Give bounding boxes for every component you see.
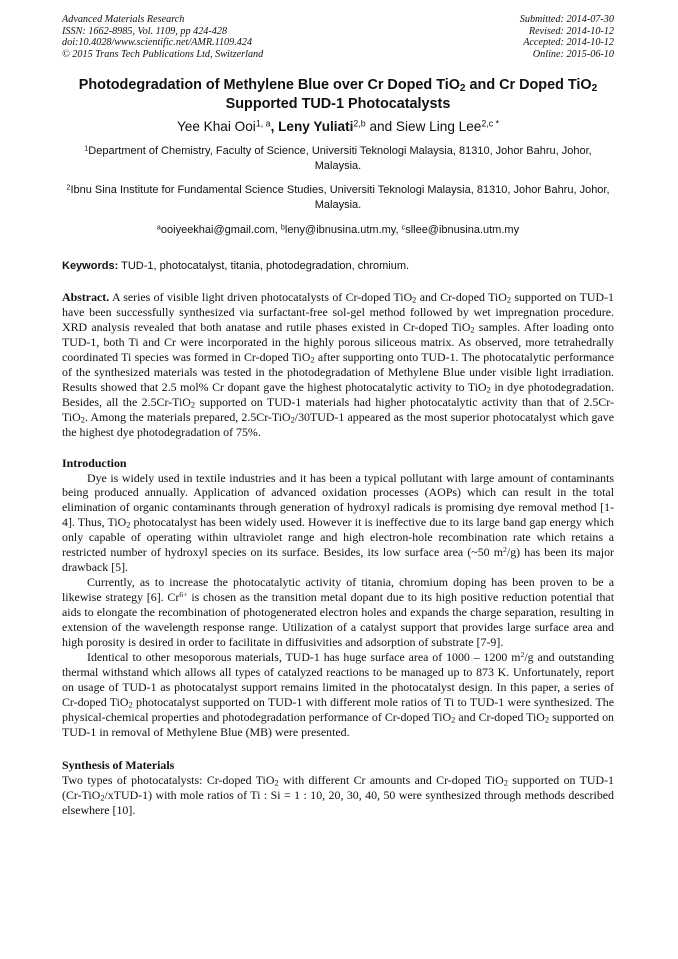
subscript: 2 (290, 415, 295, 425)
journal-name: Advanced Materials Research (62, 14, 185, 25)
paper-page (62, 14, 614, 818)
author-affil-mark: 2,b (353, 118, 366, 129)
keywords-text: TUD-1, photocatalyst, titania, photodegradation, chromium. (118, 260, 410, 272)
subscript: 2 (486, 385, 491, 395)
email-link[interactable]: leny@ibnusina.utm.my, (284, 224, 402, 236)
submission-dates (520, 14, 614, 60)
email-mark: c (401, 223, 406, 232)
journal-header (62, 14, 614, 60)
abstract (62, 290, 614, 440)
superscript: 2 (520, 650, 525, 660)
abstract-text: and Cr-doped TiO (416, 290, 507, 304)
subscript: 2 (506, 295, 511, 305)
affiliation-1 (62, 144, 614, 173)
subscript: 2 (274, 778, 279, 788)
abstract-text: supported on TUD-1 have been successfully synthesized via surfactant-free sol-gel method followed by wet impregnation procedure. XRD analysis revealed that both anatase and rutile phases existed in Cr-doped TiO (62, 290, 614, 334)
abstract-text: supported on TUD-1 materials had higher photocatalytic activity than that of 2.5Cr-TiO (62, 394, 614, 424)
body-text: Currently, as to increase the photocatalytic activity of titania, chromium doping has been proven to be a likewise strategy [6]. Cr (62, 575, 614, 605)
intro-paragraph-1 (62, 471, 614, 576)
body-text: Dye is widely used in textile industries and it has been a typical pollutant with large amount of contaminants being produced annually. Application of advanced oxidation processes (AOPs) which can result in the total elimination of organic contaminants through generation of hydroxyl radicals is promising dye removal method [1-4]. Thus, TiO (62, 470, 614, 530)
subscript: 2 (503, 778, 508, 788)
body-text: supported on TUD-1 in removal of Methylene Blue (MB) were presented. (62, 709, 614, 739)
subscript: 2 (190, 400, 196, 410)
affil-number: 2 (66, 183, 71, 192)
synthesis-heading: Synthesis of Materials (62, 757, 175, 772)
keywords (62, 259, 614, 273)
body-text: is chosen as the transition metal dopant due to its high positive reduction potential that aids to elongate the recombination of photogenerated electron holes and expands the charge separation, resulting in extension of the wavelength response range. Utilization of a catalyst support that provides large surface area and high porosity is desired in order to facilitate in diffusivities and adsorption of substrate [7-9]. (62, 590, 614, 650)
subscript: 2 (412, 295, 417, 305)
doi-line[interactable]: doi:10.4028/www.scientific.net/AMR.1109.424 (62, 37, 253, 49)
body-text: /xTUD-1) with mole ratios of Ti : Si = 1 : 10, 20, 30, 40, 50 were synthesized through methods described elsewhere [10]. (62, 787, 614, 817)
intro-paragraph-2 (62, 575, 614, 650)
author-affil-mark: 2,c * (481, 118, 500, 129)
affil-number: 1 (84, 144, 89, 153)
subscript: 2 (80, 415, 85, 425)
affil-text: Ibnu Sina Institute for Fundamental Science Studies, Universiti Teknologi Malaysia, 81310, Johor Bahru, Johor, Malaysia. (70, 184, 610, 211)
abstract-text: in dye photodegradation. Besides, all the 2.5Cr-TiO (62, 379, 614, 409)
email-link[interactable]: ooiyeekhai@gmail.com, (160, 224, 281, 236)
body-text: /g and outstanding thermal withstand which allows all types of catalyzed reactions to be managed up to 873 K. Unfortunately, report on usage of TUD-1 as photocatalyst support remains limited in the photocatalyst design. In this paper, a series of Cr-doped TiO (62, 649, 614, 709)
title-part: Photodegradation of Methylene Blue over Cr Doped TiO (78, 77, 460, 94)
subscript: 2 (544, 715, 550, 725)
author-name: , Leny Yuliati (270, 119, 354, 135)
body-text: and Cr-doped TiO (455, 709, 545, 724)
abstract-text: A series of visible light driven photocatalysts of Cr-doped TiO (109, 290, 413, 304)
issn-line: ISSN: 1662-8985, Vol. 1109, pp 424-428 (62, 25, 228, 37)
body-text: with different Cr amounts and Cr-doped TiO (278, 772, 504, 787)
subscript: 2 (470, 325, 475, 335)
superscript: 6+ (179, 590, 188, 600)
online-date: Online: 2015-06-10 (532, 48, 614, 60)
author-name: Yee Khai Ooi (176, 119, 256, 135)
body-text: photocatalyst supported on TUD-1 with different mole ratios of Ti to TUD-1 were synthesized. The physical-chemical properties and photodegradation performance of Cr-doped TiO (62, 694, 614, 724)
subscript: 2 (100, 793, 105, 803)
abstract-text: /30TUD-1 appeared as the most superior photocatalyst which gave the highest dye photodegradation of 75%. (62, 409, 614, 439)
author-affil-mark: 1, a (255, 118, 271, 129)
subscript: 2 (126, 521, 131, 531)
abstract-text: after supporting onto TUD-1. The photocatalytic performance of the synthesized materials was tested in the photodegradation of Methylene Blue under visible light irradiation. Results showed that 2.5 mol% Cr dopant gave the highest photocatalytic activity to TiO (62, 349, 614, 394)
subscript: 2 (310, 355, 315, 365)
subscript: 2 (128, 700, 133, 710)
abstract-text: samples. After loading onto TUD-1, both Ti and Cr were incorporated in the highly porous siliceous matrix. As observed, more tetrahedrally coordinated Ti species was formed in Cr-doped TiO (62, 319, 614, 364)
body-text: photocatalyst has been widely used. However it is ineffective due to its large band gap energy which only capable of operating within ultraviolet range and high electron-hole recombination rate which retains a restricted number of hydroxyl species on its surface. Besides, its low surface area (~50 m (62, 515, 614, 560)
title-subscript: 2 (459, 83, 466, 95)
abstract-label: Abstract. (62, 290, 110, 304)
submitted-date: Submitted: 2014-07-30 (519, 14, 614, 25)
author-list (62, 118, 614, 136)
superscript: 2 (503, 545, 507, 555)
title-part: Supported TUD-1 Photocatalysts (225, 96, 451, 113)
title-part: and Cr Doped TiO (465, 77, 592, 94)
introduction-heading: Introduction (62, 455, 127, 470)
affil-text: Department of Chemistry, Faculty of Science, Universiti Teknologi Malaysia, 81310, Johor Bahru, Johor, Malaysia. (88, 145, 592, 172)
email-link[interactable]: sllee@ibnusina.utm.my (405, 224, 520, 236)
revised-date: Revised: 2014-10-12 (528, 25, 614, 37)
body-text: /g) has been its major drawback [5]. (62, 545, 614, 575)
body-text: supported on TUD-1 (Cr-TiO (62, 772, 614, 802)
affiliation-2 (62, 183, 614, 212)
email-mark: b (280, 223, 285, 232)
author-emails (62, 223, 614, 237)
keywords-label: Keywords: (62, 260, 119, 272)
email-mark: a (156, 223, 161, 232)
accepted-date: Accepted: 2014-10-12 (523, 37, 614, 49)
title-subscript: 2 (591, 83, 598, 95)
subscript: 2 (451, 715, 456, 725)
abstract-text: . Among the materials prepared, 2.5Cr-TiO (84, 409, 291, 424)
copyright-line: © 2015 Trans Tech Publications Ltd, Switzerland (62, 48, 264, 60)
synthesis-paragraph (62, 773, 614, 818)
journal-info (62, 14, 263, 60)
paper-title (62, 76, 614, 114)
intro-paragraph-3 (62, 650, 614, 740)
author-name: and Siew Ling Lee (365, 119, 482, 135)
body-text: Identical to other mesoporous materials, TUD-1 has huge surface area of 1000 – 1200 m (87, 649, 521, 664)
body-text: Two types of photocatalysts: Cr-doped TiO (62, 772, 275, 787)
